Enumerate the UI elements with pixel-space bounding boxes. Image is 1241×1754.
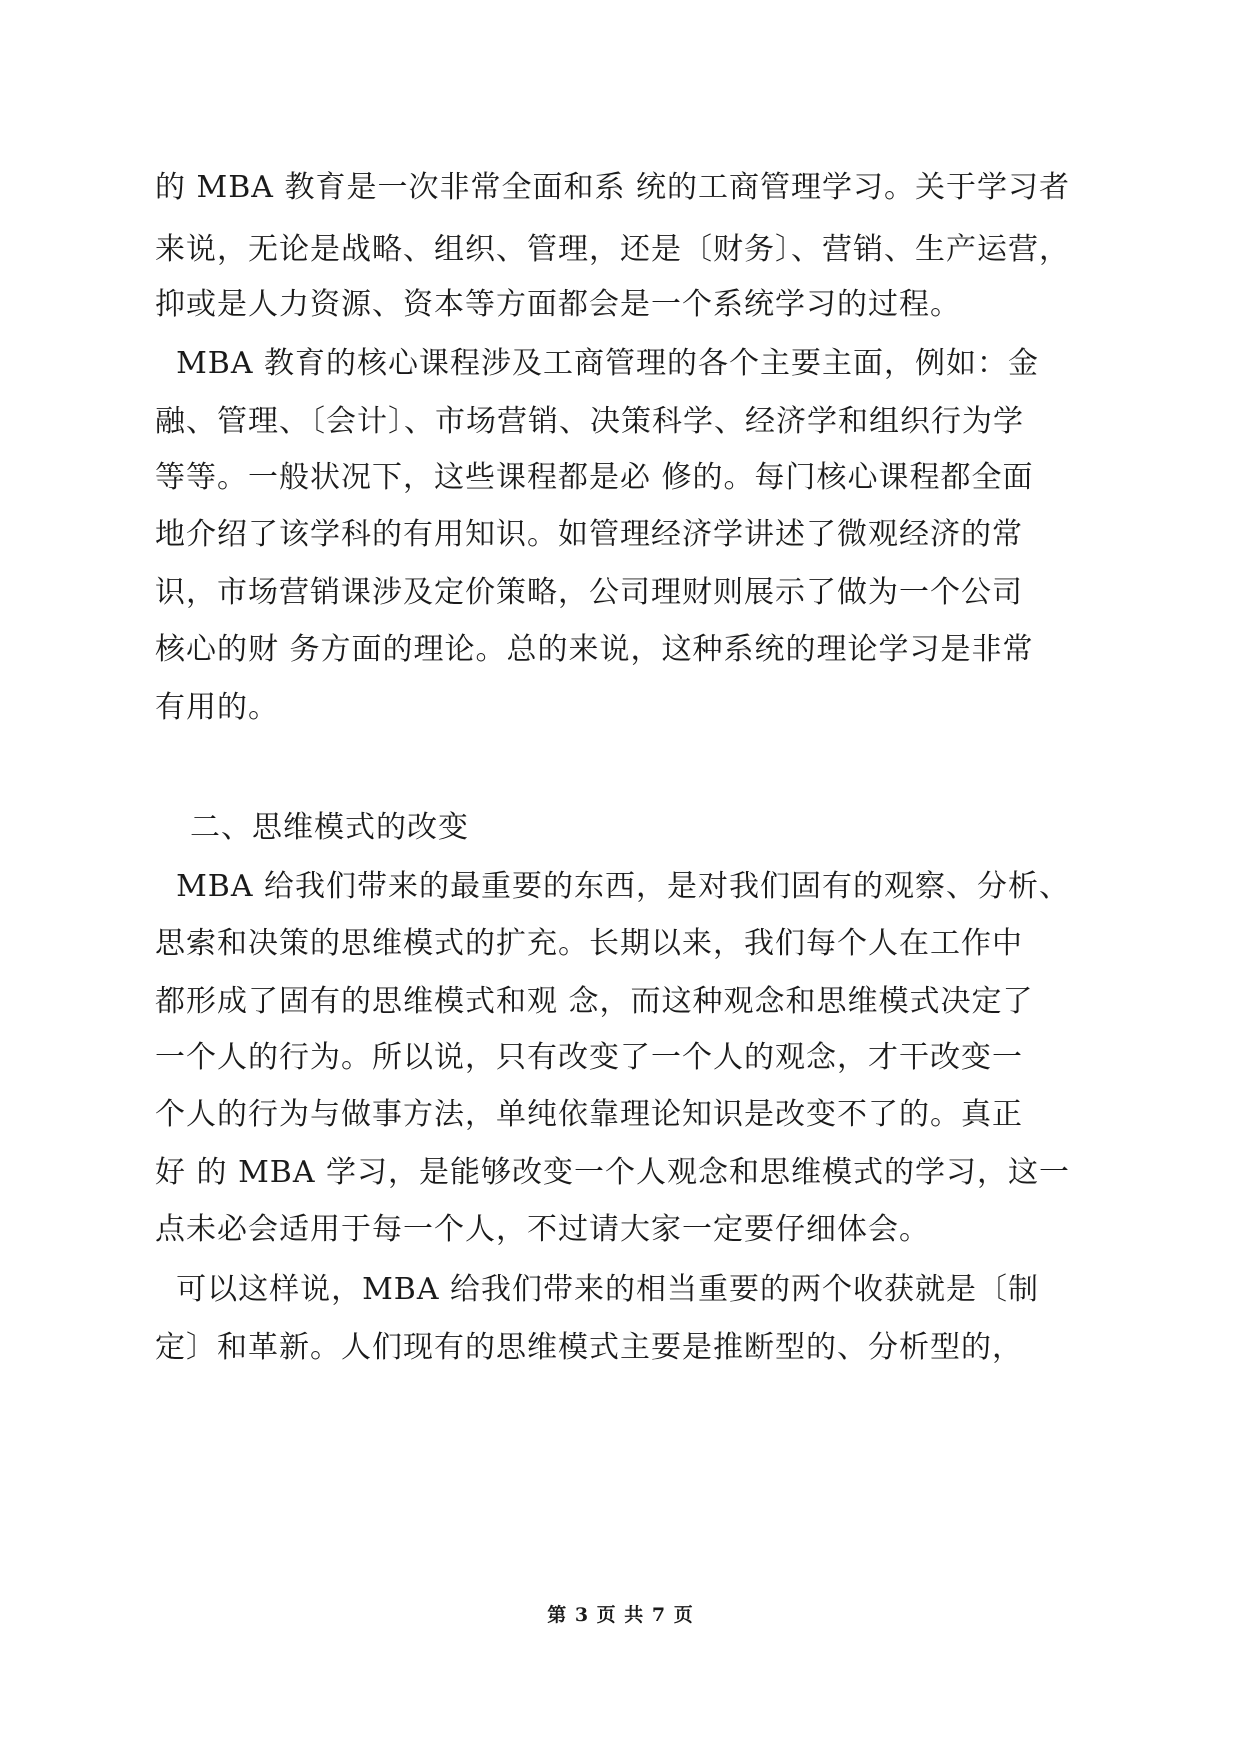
paragraph-line: 定〕和革新。人们现有的思维模式主要是推断型的、分析型的，	[155, 1330, 1023, 1365]
page-number-footer: 第 3 页 共 7 页	[547, 1604, 694, 1626]
paragraph-line: 有用的。	[155, 690, 279, 725]
paragraph-line: 抑或是人力资源、资本等方面都会是一个系统学习的过程。	[155, 287, 961, 322]
paragraph-line: 点未必会适用于每一个人，不过请大家一定要仔细体会。	[155, 1212, 930, 1247]
paragraph-line: 识，市场营销课涉及定价策略，公司理财则展示了做为一个公司	[155, 575, 1023, 610]
paragraph-line: 好 的 MBA 学习，是能够改变一个人观念和思维模式的学习，这一	[155, 1155, 1071, 1190]
paragraph-line: 可以这样说，MBA 给我们带来的相当重要的两个收获就是〔制	[155, 1272, 1040, 1307]
paragraph-line: 来说，无论是战略、组织、管理，还是〔财务〕、营销、生产运营，	[155, 232, 1070, 267]
paragraph-line: 一个人的行为。所以说，只有改变了一个人的观念，才干改变一	[155, 1040, 1023, 1075]
paragraph-line: 思索和决策的思维模式的扩充。长期以来，我们每个人在工作中	[155, 926, 1023, 961]
paragraph-line: MBA 教育的核心课程涉及工商管理的各个主要主面，例如：金	[155, 346, 1040, 381]
paragraph-line: 等等。一般状况下，这些课程都是必 修的。每门核心课程都全面	[155, 460, 1034, 495]
section-heading: 二、思维模式的改变	[190, 810, 469, 845]
paragraph-line: 核心的财 务方面的理论。总的来说，这种系统的理论学习是非常	[155, 632, 1034, 667]
paragraph-line: 融、管理、〔会计〕、市场营销、决策科学、经济学和组织行为学	[155, 404, 1024, 439]
paragraph-line: 地介绍了该学科的有用知识。如管理经济学讲述了微观经济的常	[155, 517, 1023, 552]
paragraph-line: 个人的行为与做事方法，单纯依靠理论知识是改变不了的。真正	[155, 1097, 1023, 1132]
paragraph-line: MBA 给我们带来的最重要的东西，是对我们固有的观察、分析、	[155, 869, 1071, 904]
paragraph-line: 都形成了固有的思维模式和观 念，而这种观念和思维模式决定了	[155, 984, 1034, 1019]
paragraph-line: 的 MBA 教育是一次非常全面和系 统的工商管理学习。关于学习者	[155, 170, 1071, 205]
